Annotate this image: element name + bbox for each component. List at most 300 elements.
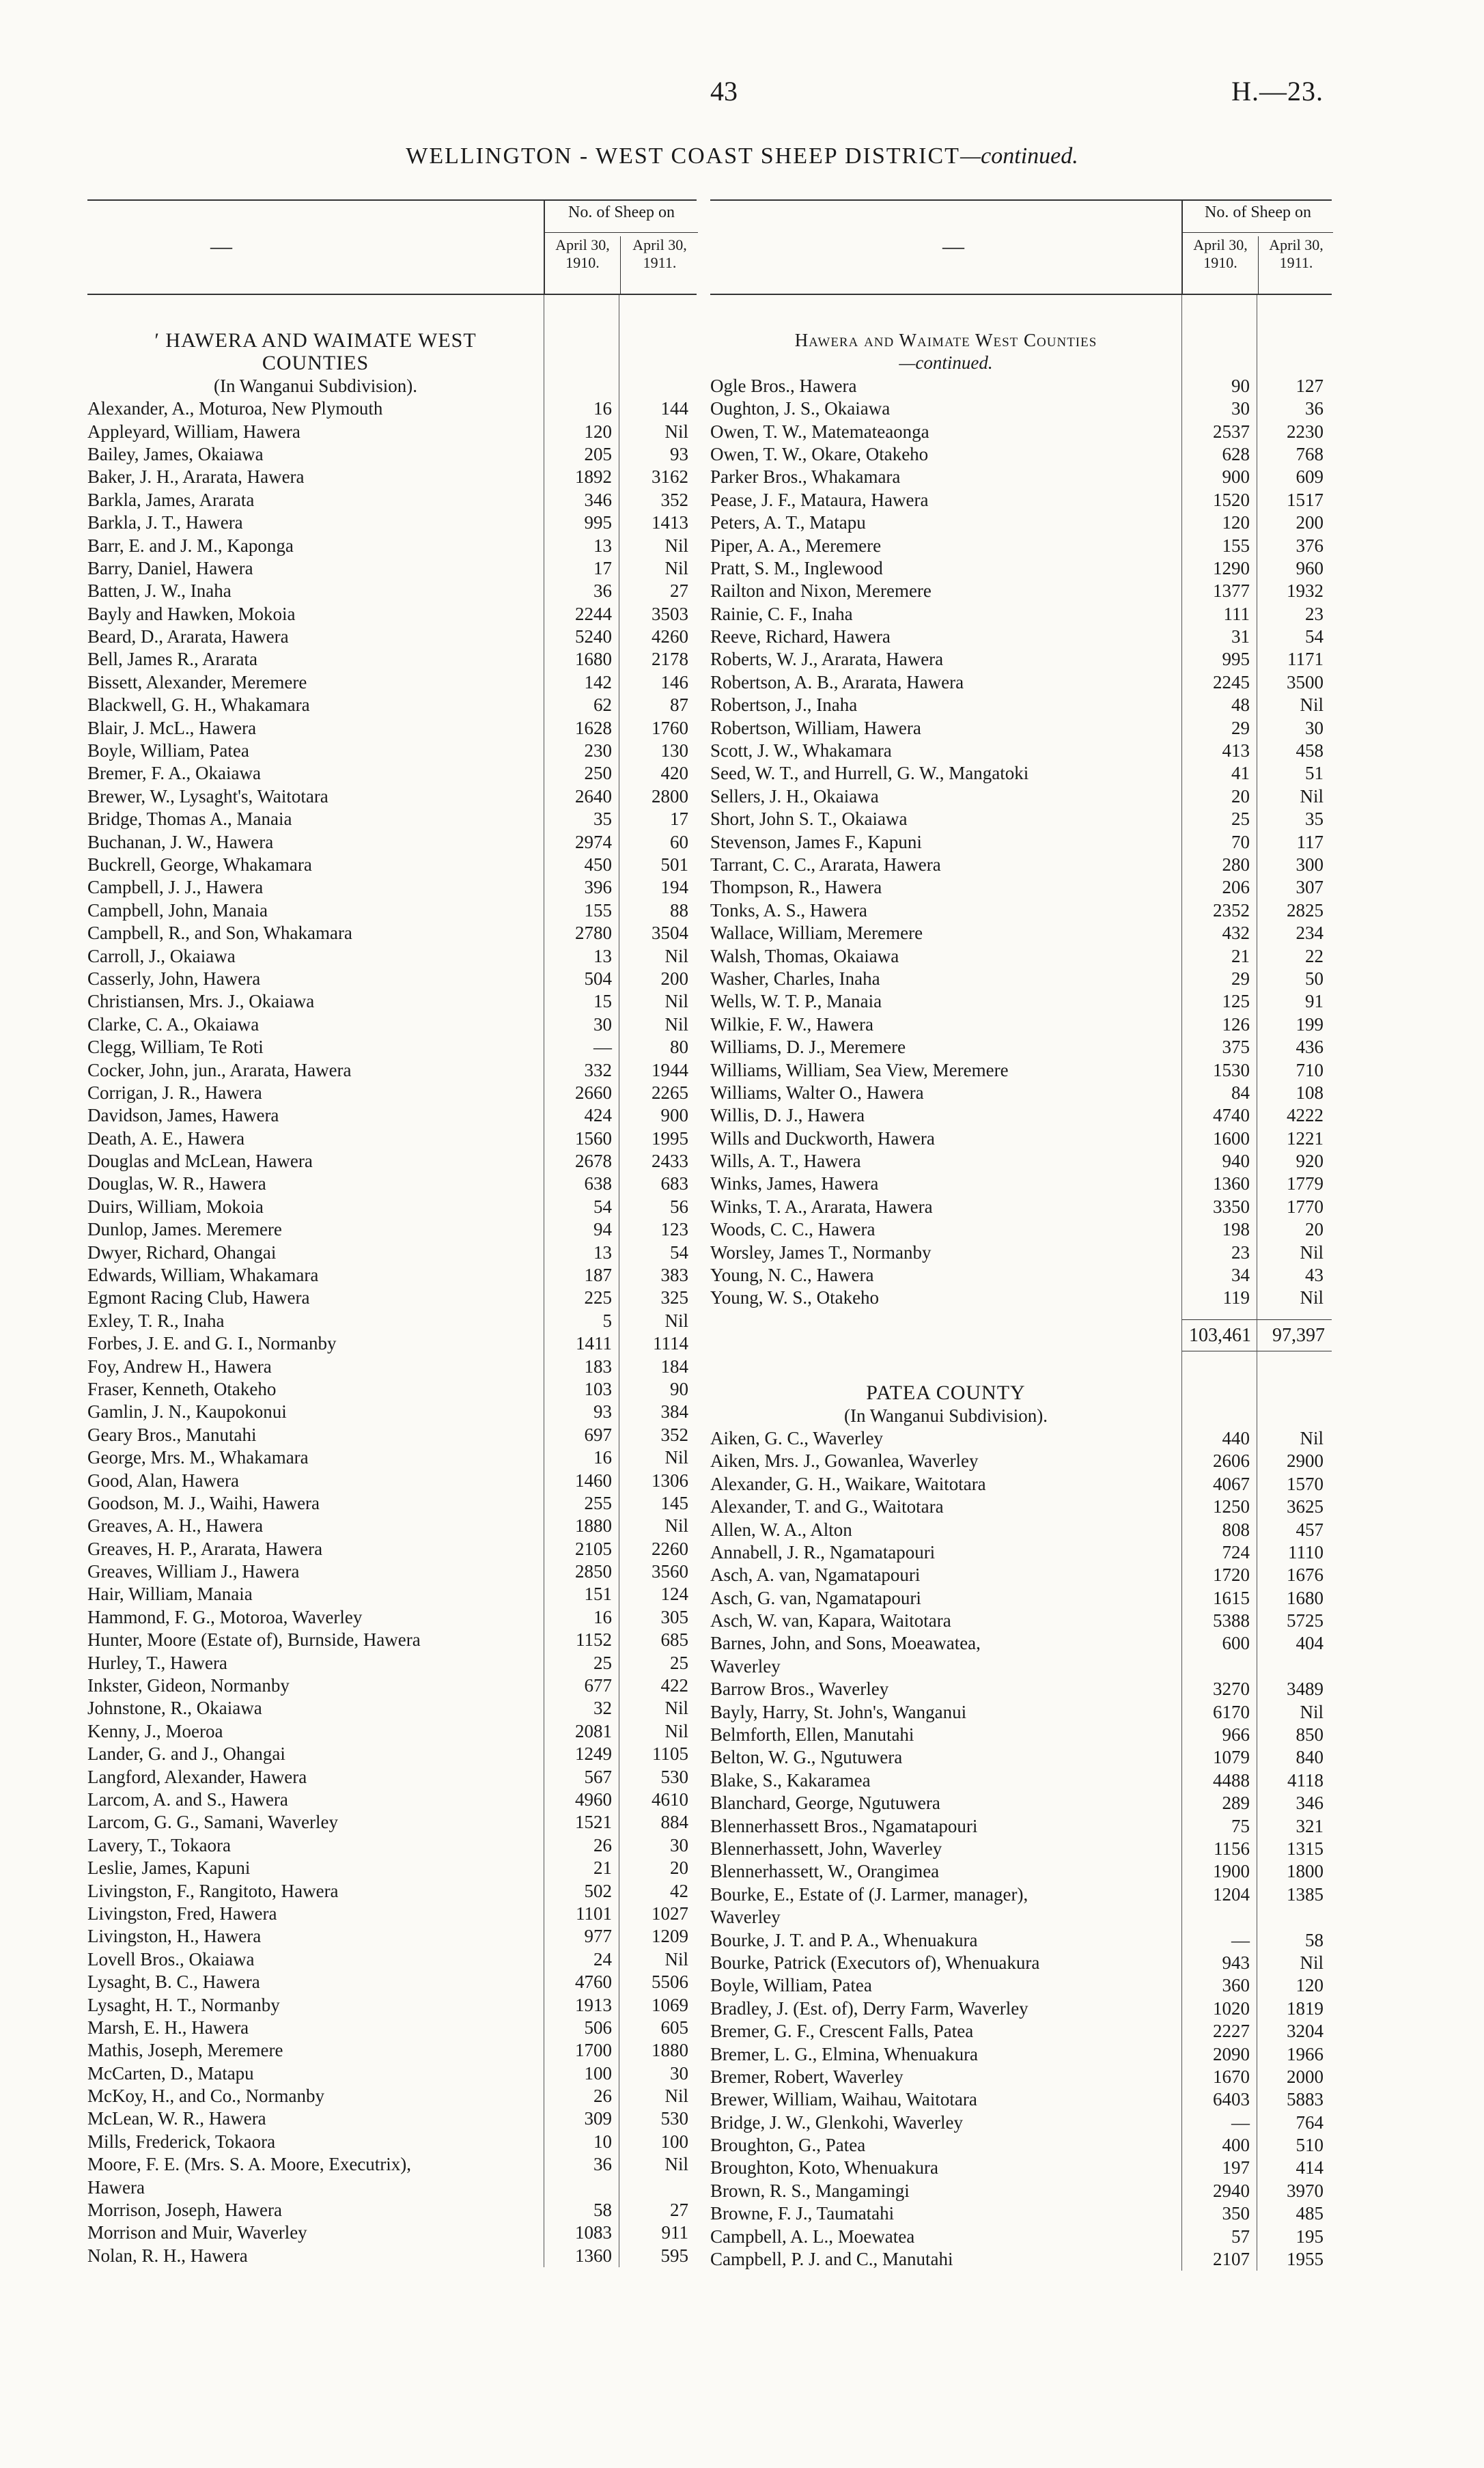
owner-name	[87, 1287, 544, 1309]
sheep-1911-value: 685	[660, 1629, 688, 1651]
table-row	[710, 1769, 1332, 1792]
sheep-1911-value: 23	[1305, 603, 1324, 624]
table-row	[710, 1746, 1332, 1769]
sheep-1911-value: 1800	[1287, 1861, 1324, 1882]
owner-name	[710, 1632, 1181, 1655]
table-row	[87, 1720, 697, 1743]
owner-name	[710, 1587, 1181, 1610]
sheep-1911-value: 20	[670, 1857, 688, 1879]
table-row	[87, 2221, 697, 2244]
sheep-1910-value: 1600	[1213, 1127, 1250, 1149]
section-heading: Hawera and Waimate West Counties	[794, 330, 1097, 350]
sheep-1911-value: 683	[660, 1173, 688, 1194]
table-row	[87, 2039, 697, 2062]
owner-name	[710, 443, 1181, 466]
owner-name	[87, 1310, 544, 1332]
owner-name	[710, 922, 1181, 944]
table-row	[87, 2017, 697, 2039]
sheep-1911-value: 54	[1305, 626, 1324, 647]
owner-name-text: Wills, A. T., Hawera	[710, 1151, 861, 1172]
sheep-1911-value: 1966	[1287, 2043, 1324, 2064]
sheep-1911-value: 420	[660, 763, 688, 784]
table-row	[87, 557, 697, 580]
owner-name	[87, 535, 544, 557]
owner-name	[87, 854, 544, 876]
table-row	[87, 1196, 697, 1218]
sheep-1911-value	[1257, 1655, 1332, 1678]
owner-name	[87, 443, 544, 466]
sheep-1911-value: 1570	[1287, 1473, 1324, 1494]
owner-name-text: Dwyer, Richard, Ohangai	[87, 1242, 277, 1263]
sheep-1910-value: 125	[1222, 991, 1250, 1012]
owner-name-text: Boyle, William, Patea	[710, 1975, 872, 1996]
sheep-1910-value	[1181, 1655, 1257, 1678]
sheep-1910-value: 205	[584, 443, 612, 464]
sheep-1910-value: 940	[1222, 1151, 1250, 1172]
owner-name	[87, 1218, 544, 1241]
left-table	[87, 199, 697, 2267]
sheep-1911-value: 3625	[1287, 1496, 1324, 1517]
table-row	[87, 511, 697, 534]
table-row	[87, 1082, 697, 1104]
owner-name	[710, 1974, 1181, 1997]
table-row	[87, 785, 697, 808]
owner-name	[87, 1082, 544, 1104]
owner-name-text: Broughton, G., Patea	[710, 2135, 866, 2156]
table-row	[710, 1929, 1332, 1952]
owner-name	[710, 740, 1181, 762]
owner-name-text: Good, Alan, Hawera	[87, 1470, 239, 1491]
sheep-1910-value: 966	[1222, 1724, 1250, 1745]
table-row	[710, 1104, 1332, 1127]
table-row	[87, 421, 697, 443]
sheep-1910-value: 5240	[575, 626, 612, 647]
owner-name	[710, 899, 1181, 922]
sheep-1911-value: 3970	[1287, 2180, 1324, 2201]
sheep-1910-value: 2537	[1213, 421, 1250, 442]
sheep-1911-value: Nil	[664, 535, 688, 556]
owner-name-text: Aiken, G. C., Waverley	[710, 1427, 884, 1448]
owner-name-text: Marsh, E. H., Hawera	[87, 2017, 249, 2038]
table-row	[710, 808, 1332, 830]
table-row	[87, 2153, 697, 2176]
owner-name	[87, 1242, 544, 1264]
sheep-1910-value: 17	[593, 557, 612, 578]
owner-name-text: Hair, William, Manaia	[87, 1584, 253, 1605]
table-row	[87, 1766, 697, 1789]
owner-name-text: McCarten, D., Matapu	[87, 2062, 254, 2084]
owner-name-text: Belmforth, Ellen, Manutahi	[710, 1724, 914, 1745]
sheep-1911-value: 609	[1296, 466, 1324, 488]
table-row	[710, 1127, 1332, 1150]
table-row	[710, 648, 1332, 671]
sheep-1910-value: 1521	[575, 1812, 612, 1833]
table-row	[87, 1356, 697, 1378]
sheep-1910-value: 57	[1231, 2226, 1250, 2247]
owner-name-text: Bailey, James, Okaiawa	[87, 443, 264, 464]
owner-name	[87, 1948, 544, 1971]
owner-name	[710, 1746, 1181, 1769]
owner-name	[710, 580, 1181, 602]
table-row	[87, 1218, 697, 1241]
table-row	[710, 489, 1332, 511]
table-row	[87, 2176, 697, 2199]
owner-name-text: Death, A. E., Hawera	[87, 1127, 245, 1149]
owner-name-text: Leslie, James, Kapuni	[87, 1857, 251, 1879]
sheep-1911-value: 43	[1305, 1265, 1324, 1286]
sheep-1910-value: 26	[593, 1834, 612, 1855]
sheep-1910-value: 2352	[1213, 899, 1250, 921]
sheep-1910-value: 3350	[1213, 1196, 1250, 1217]
table-row	[87, 1629, 697, 1651]
owner-name-text: Hunter, Moore (Estate of), Burnside, Hawera	[87, 1629, 421, 1651]
sheep-1910-value: 4488	[1213, 1769, 1250, 1791]
owner-name	[87, 1834, 544, 1857]
sheep-1911-value: 3500	[1287, 671, 1324, 692]
sheep-1911-value: Nil	[664, 1698, 688, 1719]
owner-name-text: Seed, W. T., and Hurrell, G. W., Mangatoki	[710, 763, 1029, 784]
owner-name	[710, 1610, 1181, 1632]
sheep-1911-value: 3162	[652, 466, 688, 488]
owner-name-text: Blackwell, G. H., Whakamara	[87, 695, 310, 716]
owner-name	[710, 1287, 1181, 1309]
sheep-1911-value: 80	[670, 1037, 688, 1058]
sheep-1910-value: 6170	[1213, 1701, 1250, 1722]
owner-name-text: Mathis, Joseph, Meremere	[87, 2040, 283, 2061]
table-row	[710, 2202, 1332, 2225]
table-row	[87, 397, 697, 420]
sheep-1911-value: 530	[660, 1766, 688, 1787]
name-column-header: —	[942, 234, 964, 258]
owner-name-text: Wells, W. T. P., Manaia	[710, 991, 882, 1012]
sheep-1910-value: 2244	[575, 603, 612, 624]
owner-name	[710, 2066, 1181, 2088]
sheep-1910-value: 120	[584, 421, 612, 442]
sheep-1911-value: Nil	[1300, 785, 1324, 807]
sheep-1910-value: 1900	[1213, 1861, 1250, 1882]
owner-name	[87, 808, 544, 830]
sheep-1911-value: 51	[1305, 763, 1324, 784]
sheep-1910-value: 126	[1222, 1013, 1250, 1035]
owner-name	[87, 511, 544, 534]
sheep-1911-value: 3504	[652, 923, 688, 944]
table-row	[710, 1655, 1332, 1678]
sheep-1911-value: 2230	[1287, 421, 1324, 442]
owner-name-text: Thompson, R., Hawera	[710, 877, 882, 898]
table-row	[87, 466, 697, 488]
table-row	[710, 968, 1332, 990]
sheep-1911-value: 27	[670, 580, 688, 602]
sheep-1911-value: 346	[1296, 1793, 1324, 1814]
table-row	[710, 1792, 1332, 1814]
sheep-1910-value: 2974	[575, 831, 612, 852]
table-row	[87, 1470, 697, 1492]
owner-name-text: Langford, Alexander, Hawera	[87, 1766, 307, 1787]
total-1910: 103,461	[1189, 1324, 1251, 1346]
owner-name-text: Owen, T. W., Matemateaonga	[710, 421, 929, 442]
sheep-1910-value: 62	[593, 695, 612, 716]
sheep-1910-value: 600	[1222, 1633, 1250, 1654]
owner-name-text: Morrison and Muir, Waverley	[87, 2222, 307, 2243]
owner-name-text: Blanchard, George, Ngutuwera	[710, 1793, 940, 1814]
sheep-1910-value: 808	[1222, 1519, 1250, 1540]
owner-name-text: Exley, T. R., Inaha	[87, 1310, 225, 1331]
sheep-1911-value: 458	[1296, 740, 1324, 761]
owner-name-text: Clarke, C. A., Okaiawa	[87, 1013, 260, 1035]
table-row	[87, 2062, 697, 2085]
owner-name	[87, 1743, 544, 1765]
owner-name-text: Barrow Bros., Waverley	[710, 1679, 889, 1700]
table-row	[710, 603, 1332, 626]
sheep-1910-value: 977	[584, 1926, 612, 1947]
sheep-1910-value: 29	[1231, 968, 1250, 989]
owner-name	[710, 1264, 1181, 1287]
sheep-1910-value: 1250	[1213, 1496, 1250, 1517]
page-title	[0, 143, 1484, 169]
sheep-1911-value: Nil	[664, 421, 688, 442]
owner-name	[710, 1450, 1181, 1472]
sheep-1911-value	[1257, 1906, 1332, 1929]
sheep-1910-value: 432	[1222, 923, 1250, 944]
table-row	[87, 876, 697, 899]
sheep-1910-value: 36	[593, 580, 612, 602]
sheep-1911-value: 90	[670, 1378, 688, 1399]
sheep-1910-value: 34	[1231, 1265, 1250, 1286]
table-row	[87, 808, 697, 830]
owner-name	[87, 2199, 544, 2221]
sheep-1910-value: 332	[584, 1059, 612, 1080]
table-row	[710, 1860, 1332, 1883]
owner-name-text: Short, John S. T., Okaiawa	[710, 809, 908, 830]
owner-name	[87, 1538, 544, 1560]
sheep-1911-value: 2000	[1287, 2066, 1324, 2087]
owner-name-text: Tonks, A. S., Hawera	[710, 899, 867, 921]
sheep-1910-value: 100	[584, 2062, 612, 2084]
sheep-1911-value: Nil	[1300, 695, 1324, 716]
owner-name	[87, 968, 544, 990]
owner-name-text: Winks, T. A., Ararata, Hawera	[710, 1196, 933, 1217]
sheep-1910-value: 1913	[575, 1994, 612, 2015]
sheep-1911-value: Nil	[1300, 1701, 1324, 1722]
owner-name-text: Ogle Bros., Hawera	[710, 375, 857, 396]
sheep-1910-value: 6403	[1213, 2089, 1250, 2110]
owner-name	[87, 2039, 544, 2062]
owner-name	[87, 1652, 544, 1674]
owner-name-text: Sellers, J. H., Okaiawa	[710, 785, 879, 807]
table-row	[710, 1587, 1332, 1610]
sheep-1910-value: 628	[1222, 443, 1250, 464]
sheep-1910-value: 21	[1231, 945, 1250, 966]
table-row	[710, 1906, 1332, 1929]
owner-name	[87, 1515, 544, 1537]
sheep-1911-value: 1110	[1288, 1541, 1324, 1562]
sheep-1910-value: 21	[593, 1857, 612, 1879]
sheep-1911-value: 1779	[1287, 1173, 1324, 1194]
owner-name-text: Lovell Bros., Okaiawa	[87, 1948, 255, 1969]
table-row	[710, 1059, 1332, 1082]
owner-name	[87, 1971, 544, 1993]
owner-name-text: Boyle, William, Patea	[87, 740, 249, 761]
table-row	[87, 1424, 697, 1446]
table-row	[710, 2248, 1332, 2271]
sheep-1911-value: 194	[660, 877, 688, 898]
sheep-1910-value: 111	[1223, 603, 1250, 624]
table-row	[87, 1310, 697, 1332]
owner-name	[87, 626, 544, 648]
sheep-1911-value: 2900	[1287, 1450, 1324, 1472]
sheep-1911-value: 307	[1296, 877, 1324, 898]
owner-name-text: Lander, G. and J., Ohangai	[87, 1743, 285, 1765]
sheep-1911-value: 4118	[1287, 1769, 1324, 1791]
sheep-1910-value: 2606	[1213, 1450, 1250, 1472]
owner-name	[87, 1196, 544, 1218]
owner-name	[710, 1150, 1181, 1173]
sheep-1911-value: 960	[1296, 557, 1324, 578]
table-row	[87, 1743, 697, 1765]
sheep-1910-value: 30	[593, 1013, 612, 1035]
sheep-1910-value: 230	[584, 740, 612, 761]
sheep-1910-value: 16	[593, 1606, 612, 1627]
owner-name	[710, 603, 1181, 626]
table-row	[710, 1036, 1332, 1058]
sheep-1911-value: 383	[660, 1265, 688, 1286]
owner-name-text: McKoy, H., and Co., Normanby	[87, 2086, 324, 2107]
sheep-1911-value: 195	[1296, 2226, 1324, 2247]
owner-name-text: Greaves, A. H., Hawera	[87, 1515, 264, 1537]
owner-name-text: Egmont Racing Club, Hawera	[87, 1287, 310, 1308]
owner-name	[87, 2153, 544, 2176]
sheep-1911-value: 2433	[652, 1151, 688, 1172]
owner-name	[710, 1519, 1181, 1541]
table-row	[710, 1082, 1332, 1104]
sheep-1910-value: 280	[1222, 854, 1250, 875]
owner-name	[87, 1925, 544, 1948]
sheep-1910-value: 84	[1231, 1082, 1250, 1103]
owner-name	[87, 2062, 544, 2085]
table-row	[710, 1519, 1332, 1541]
owner-name	[87, 899, 544, 922]
table-row	[87, 899, 697, 922]
col-1911-header: April 30, 1911.	[1258, 236, 1334, 294]
owner-name	[710, 421, 1181, 443]
sheep-1910-value: 360	[1222, 1975, 1250, 1996]
sheep-1911-value: Nil	[664, 1720, 688, 1741]
owner-name-text: Williams, William, Sea View, Meremere	[710, 1059, 1009, 1080]
sheep-1911-value: 36	[1305, 398, 1324, 419]
table-row	[710, 1264, 1332, 1287]
sheep-1911-value: 20	[1305, 1219, 1324, 1240]
sheep-1910-value: 36	[593, 2154, 612, 2175]
owner-name	[710, 1496, 1181, 1518]
owner-name-text: Dunlop, James. Meremere	[87, 1219, 282, 1240]
owner-name	[710, 1678, 1181, 1700]
owner-name	[87, 1560, 544, 1583]
sheep-1910-value: 23	[1231, 1242, 1250, 1263]
table-row	[710, 1610, 1332, 1632]
owner-name	[710, 2043, 1181, 2066]
owner-name	[710, 2248, 1181, 2271]
sheep-1911-value: 3560	[652, 1561, 688, 1582]
sheep-1910-value: 350	[1222, 2203, 1250, 2224]
table-row	[87, 2245, 697, 2267]
sheep-1911-value: 184	[660, 1356, 688, 1377]
owner-name	[87, 1127, 544, 1150]
sheep-1910-value: 2660	[575, 1082, 612, 1103]
owner-name	[710, 1196, 1181, 1218]
owner-name	[710, 511, 1181, 534]
table-row	[710, 1173, 1332, 1195]
owner-name	[710, 1541, 1181, 1564]
owner-name-text: Bissett, Alexander, Meremere	[87, 671, 307, 692]
owner-name	[87, 717, 544, 740]
sheep-1910-value: 13	[593, 535, 612, 556]
table-row	[87, 1059, 697, 1082]
sheep-1911-value: 2178	[652, 649, 688, 670]
sheep-1910-value: 2850	[575, 1561, 612, 1582]
sheep-1910-value: 2107	[1213, 2249, 1250, 2270]
owner-name	[710, 1473, 1181, 1496]
owner-name	[710, 785, 1181, 808]
sheep-1911-value: 510	[1296, 2135, 1324, 2156]
sheep-1910-value: 4760	[575, 1972, 612, 1993]
section-heading-continued: —continued.	[899, 352, 993, 374]
title-main: WELLINGTON - WEST COAST SHEEP DISTRICT	[406, 143, 960, 169]
owner-name-text: Brown, R. S., Mangamingi	[710, 2180, 910, 2201]
table-row	[87, 648, 697, 671]
sheep-1910-value: 1152	[576, 1629, 612, 1651]
table-row	[710, 1883, 1332, 1906]
table-row	[87, 1560, 697, 1583]
owner-name-text: Young, W. S., Otakeho	[710, 1287, 880, 1308]
owner-name-text: Barry, Daniel, Hawera	[87, 557, 253, 578]
owner-name-text: Stevenson, James F., Kapuni	[710, 831, 922, 852]
sheep-1910-value: 1680	[575, 649, 612, 670]
owner-name-text: Parker Bros., Whakamara	[710, 466, 901, 488]
owner-name	[710, 1013, 1181, 1036]
table-row	[87, 1697, 697, 1720]
owner-name	[710, 466, 1181, 488]
owner-name-text: Casserly, John, Hawera	[87, 968, 261, 989]
sheep-1911-value: 422	[660, 1675, 688, 1696]
owner-name-text: Bremer, Robert, Waverley	[710, 2066, 904, 2087]
table-row	[710, 1974, 1332, 1997]
owner-name-text: Edwards, William, Whakamara	[87, 1265, 319, 1286]
sheep-1910-value: 20	[1231, 785, 1250, 807]
total-row	[710, 1324, 1332, 1347]
table-row	[87, 1789, 697, 1811]
owner-name	[87, 1811, 544, 1834]
owner-name-text: Wallace, William, Meremere	[710, 923, 923, 944]
table-row	[87, 1173, 697, 1195]
sheep-1910-value: 2780	[575, 923, 612, 944]
owner-name	[87, 1697, 544, 1720]
owner-name-text: Livingston, F., Rangitoto, Hawera	[87, 1880, 339, 1901]
sheep-1911-value: Nil	[664, 2154, 688, 2175]
owner-name-text: Larcom, A. and S., Hawera	[87, 1789, 288, 1810]
sheep-1911-value: 5883	[1287, 2089, 1324, 2110]
owner-name-text: Campbell, A. L., Moewatea	[710, 2226, 915, 2247]
sheep-1911-value: 120	[1296, 1975, 1324, 1996]
sheep-1911-value: 605	[660, 2017, 688, 2038]
sheep-1910-value: 13	[593, 1242, 612, 1263]
table-row	[710, 854, 1332, 876]
table-row	[87, 1264, 697, 1287]
sheep-1911-value: 376	[1296, 535, 1324, 556]
table-row	[710, 557, 1332, 580]
owner-name	[87, 2085, 544, 2107]
sheep-1911-value: 117	[1296, 831, 1324, 852]
owner-name-text: Blake, S., Kakaramea	[710, 1769, 871, 1791]
